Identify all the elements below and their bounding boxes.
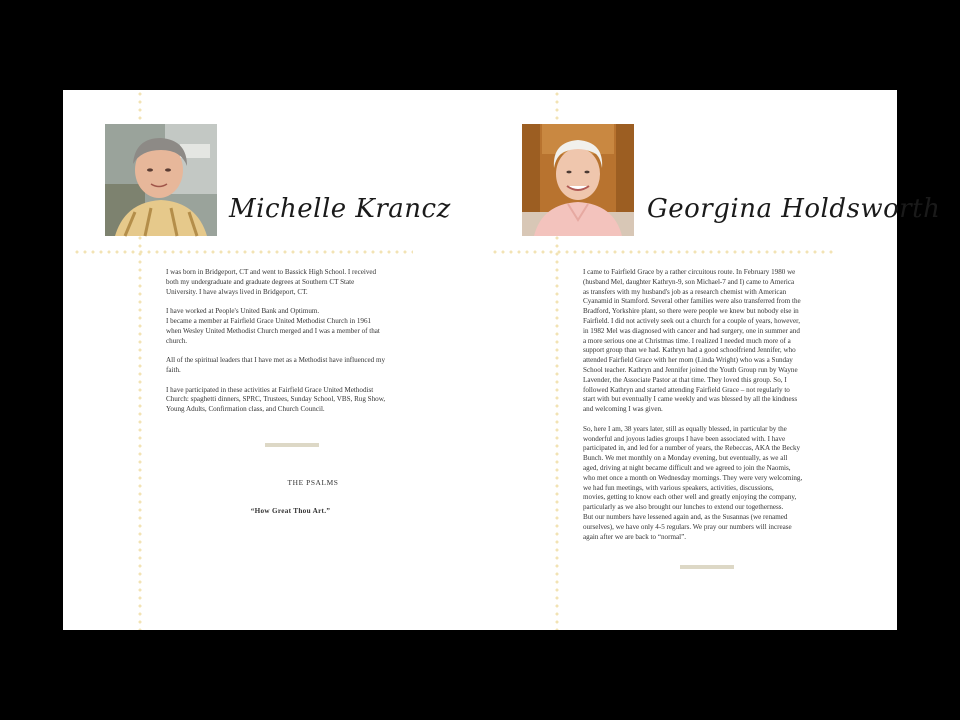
right-section-divider (680, 565, 734, 569)
michelle-paragraph: I was born in Bridgeport, CT and went to Bassick High School. I received both my undergraduate and graduate degrees at Southern CT State University. I have always lived in Bridgeport, CT. (166, 268, 377, 296)
georgina-biography (583, 268, 835, 552)
michelle-portrait-photo (105, 124, 217, 236)
georgina-paragraph: I came to Fairfield Grace by a rather circuitous route. In February 1980 we (husband Mel, daughter Kathryn-9, son Michael-7 and I) came to America as transfers with my husband's job as a research chemist with American Cyanamid in Stamford. Several other families were also transferred from the Bradford, Yorkshire plant, so there were people we knew but nobody else in Fairfield. I did not actively seek out a church for a couple of years, however, in 1982 Mel was diagnosed with cancer and had surgery, one in summer and a more serious one at Christmas time. I realized I needed much more of a support group than we had. Kathryn had a good schoolfriend Jennifer, who attended Fairfield Grace with her mom (Linda Wright) who was a Sunday School teacher. Kathryn and Jennifer joined the Youth Group run by Wayne Lavender, the Associate Pastor at that time. They loved this group. So, I followed Kathryn and started attending Fairfield Grace – not regularly to start with but eventually I came weekly and was blessed by all the kindness and welcoming I was given. (583, 268, 801, 414)
left-horizontal-dotted-line (73, 250, 413, 254)
georgina-portrait-photo (522, 124, 634, 236)
michelle-paragraph: I have worked at People's United Bank and Optimum. I became a member at Fairfield Grace United Methodist Church in 1961 when Wesley United Methodist Church merged and I was a member of that church. (166, 307, 380, 345)
georgina-paragraph: So, here I am, 38 years later, still as equally blessed, in particular by the wonderful and joyous ladies groups I have been associated with. I have participated in, and led for a number of years, the Rebeccas, AKA the Becky Bunch. We met monthly on a Monday evening, but eventually, as we all aged, driving at night became difficult and we agreed to join the Naomis, who met once a month on Wednesday mornings. They were very welcoming, we had fun meetings, with various speakers, activities, discussions, movies, getting to know each other well and greatly enjoying the company, particularly as we also brought our lunches to extend our togetherness. But our numbers have lessened again and, as the Susannas (we renamed ourselves), we have only 4-5 regulars. We pray our numbers will increase again after we are back to “normal”. (583, 424, 803, 541)
michelle-paragraph: I have participated in these activities at Fairfield Grace United Methodist Church: spaghetti dinners, SPRC, Trustees, Sunday School, VBS, Rug Show, Young Adults, Confirmation class, and Church Council. (166, 385, 386, 414)
booklet-spread (63, 90, 941, 630)
michelle-paragraph: All of the spiritual leaders that I have met as a Methodist have influenced my faith. (166, 356, 386, 374)
psalms-label: THE PSALMS (287, 478, 339, 487)
hymn-title: “How Great Thou Art.” (250, 507, 331, 515)
georgina-name-heading: Georgina Holdsworth (647, 194, 941, 224)
left-section-divider (265, 443, 319, 447)
michelle-biography (166, 268, 428, 425)
michelle-name-heading: Michelle Krancz (229, 194, 451, 224)
right-horizontal-dotted-line (491, 250, 837, 254)
